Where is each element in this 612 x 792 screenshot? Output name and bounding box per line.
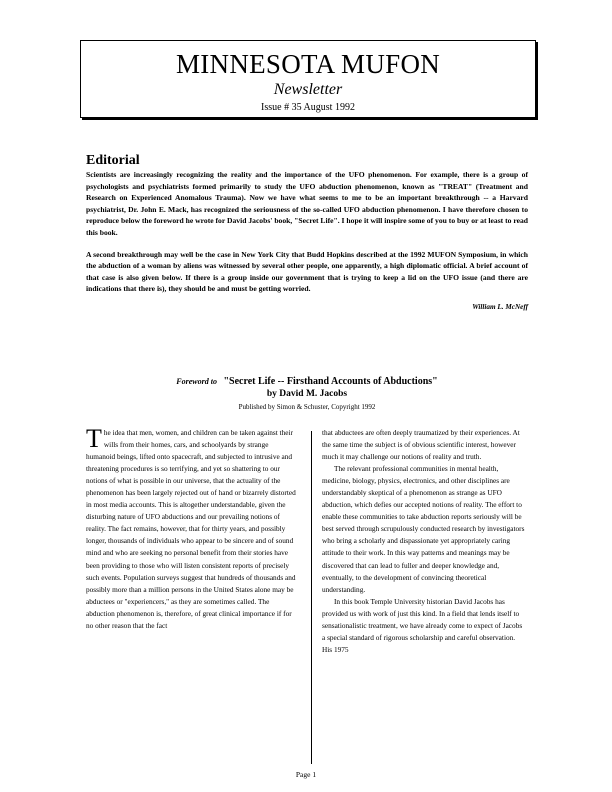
right-column-paragraph-3: In this book Temple University historian David Jacobs has provided us with work of just this kind. In a field that lends itself to sensationalistic treatment, we have already come to expect of Jacobs a special standard of rigorous scholarship and careful observation. His 1975 xyxy=(322,596,523,654)
book-author: by David M. Jacobs xyxy=(266,389,348,399)
foreword-header xyxy=(86,376,528,412)
article-column-right xyxy=(322,427,526,656)
foreword-title-line xyxy=(86,376,528,388)
editorial-signature: William L. McNeff xyxy=(472,302,528,311)
left-column-paragraph xyxy=(86,424,298,632)
newsletter-subtitle: Newsletter xyxy=(273,81,343,98)
right-column-paragraph-2: The relevant professional communities in mental health, medicine, biology, physics, electronics, and other disciplines are understandably skeptical of a phenomenon as strange as UFO abduction, which defies our accepted notions of reality. The effort to enable these communities to take abduction reports seriously will be best served through scrupulously conducted research by investigators who bring a scholarly and dispassionate yet appropriately caring attitude to their work. In this way patterns and meanings may be discovered that can lead to fuller and deeper knowledge and, eventually, to the development of convincing theoretical understanding. xyxy=(322,464,525,594)
left-column-text: he idea that men, women, and children can be taken against their wills from their homes, cars, and schoolyards by strange humanoid beings, lifted onto spacecraft, and subjected to intrusive and threatening procedures is so terrifying, and yet so shattering to our notions of what is possible in our universe, that the actuality of the phenomenon has been largely rejected out of hand or bizarrely distorted in most media accounts. This is altogether understandable, given the disturbing nature of UFO abductions and our prevailing notions of reality. The fact remains, however, that for thirty years, and possibly longer, thousands of individuals who appear to be sincere and of sound mind and who are seeking no personal benefit from their stories have been providing to those who will listen consistent reports of precisely such events. Population surveys suggest that hundreds of thousands and possibly more than a million persons in the United States alone may be abductees or "experiencers," as they are sometimes called. The abduction phenomenon is, therefore, of great clinical importance if for no other reason that the fact xyxy=(86,428,296,630)
right-column-paragraph-1: that abductees are often deeply traumatized by their experiences. At the same time the subject is of obvious scientific interest, however much it may challenge our notions of reality and truth. xyxy=(322,428,520,462)
newsletter-title: MINNESOTA MUFON xyxy=(175,49,441,79)
masthead-box xyxy=(80,40,536,118)
foreword-label: Foreword to xyxy=(176,377,217,386)
editorial-paragraph-2: A second breakthrough may well be the case in New York City that Budd Hopkins described at the 1992 MUFON Symposium, in which the abduction of a woman by aliens was witnessed by several other people, one apparently, a high diplomatic official. A brief account of that case is also given below. If there is a group inside our government that is trying to keep a lid on the UFO issue (and there are indications that there is), they should be and must be getting worried. xyxy=(86,249,528,294)
editorial-heading: Editorial xyxy=(86,153,140,168)
issue-line: Issue # 35 August 1992 xyxy=(261,102,355,113)
column-divider xyxy=(311,431,312,764)
book-title: "Secret Life -- Firsthand Accounts of Abductions" xyxy=(223,376,438,387)
article-column-left xyxy=(86,424,298,632)
publisher-line: Published by Simon & Schuster, Copyright 1992 xyxy=(238,403,376,411)
editorial-section xyxy=(86,153,528,311)
page-number: Page 1 xyxy=(295,770,317,779)
drop-cap: T xyxy=(86,424,102,453)
editorial-paragraph-1: Scientists are increasingly recognizing the reality and the importance of the UFO phenomenon. For example, there is a group of psychologists and psychiatrists formed primarily to study the UFO abduction phenomenon, known as "TREAT" (Treatment and Research on Experienced Anomalous Trauma). Now we have what seems to me to be an important breakthrough -- a Harvard psychiatrist, Dr. John E. Mack, has recognized the seriousness of the so-called UFO abduction phenomenon. I have therefore chosen to reproduce below the foreword he wrote for David Jacobs' book, "Secret Life". I hope it will inspire some of you to buy or at least to read this book. xyxy=(86,170,528,237)
